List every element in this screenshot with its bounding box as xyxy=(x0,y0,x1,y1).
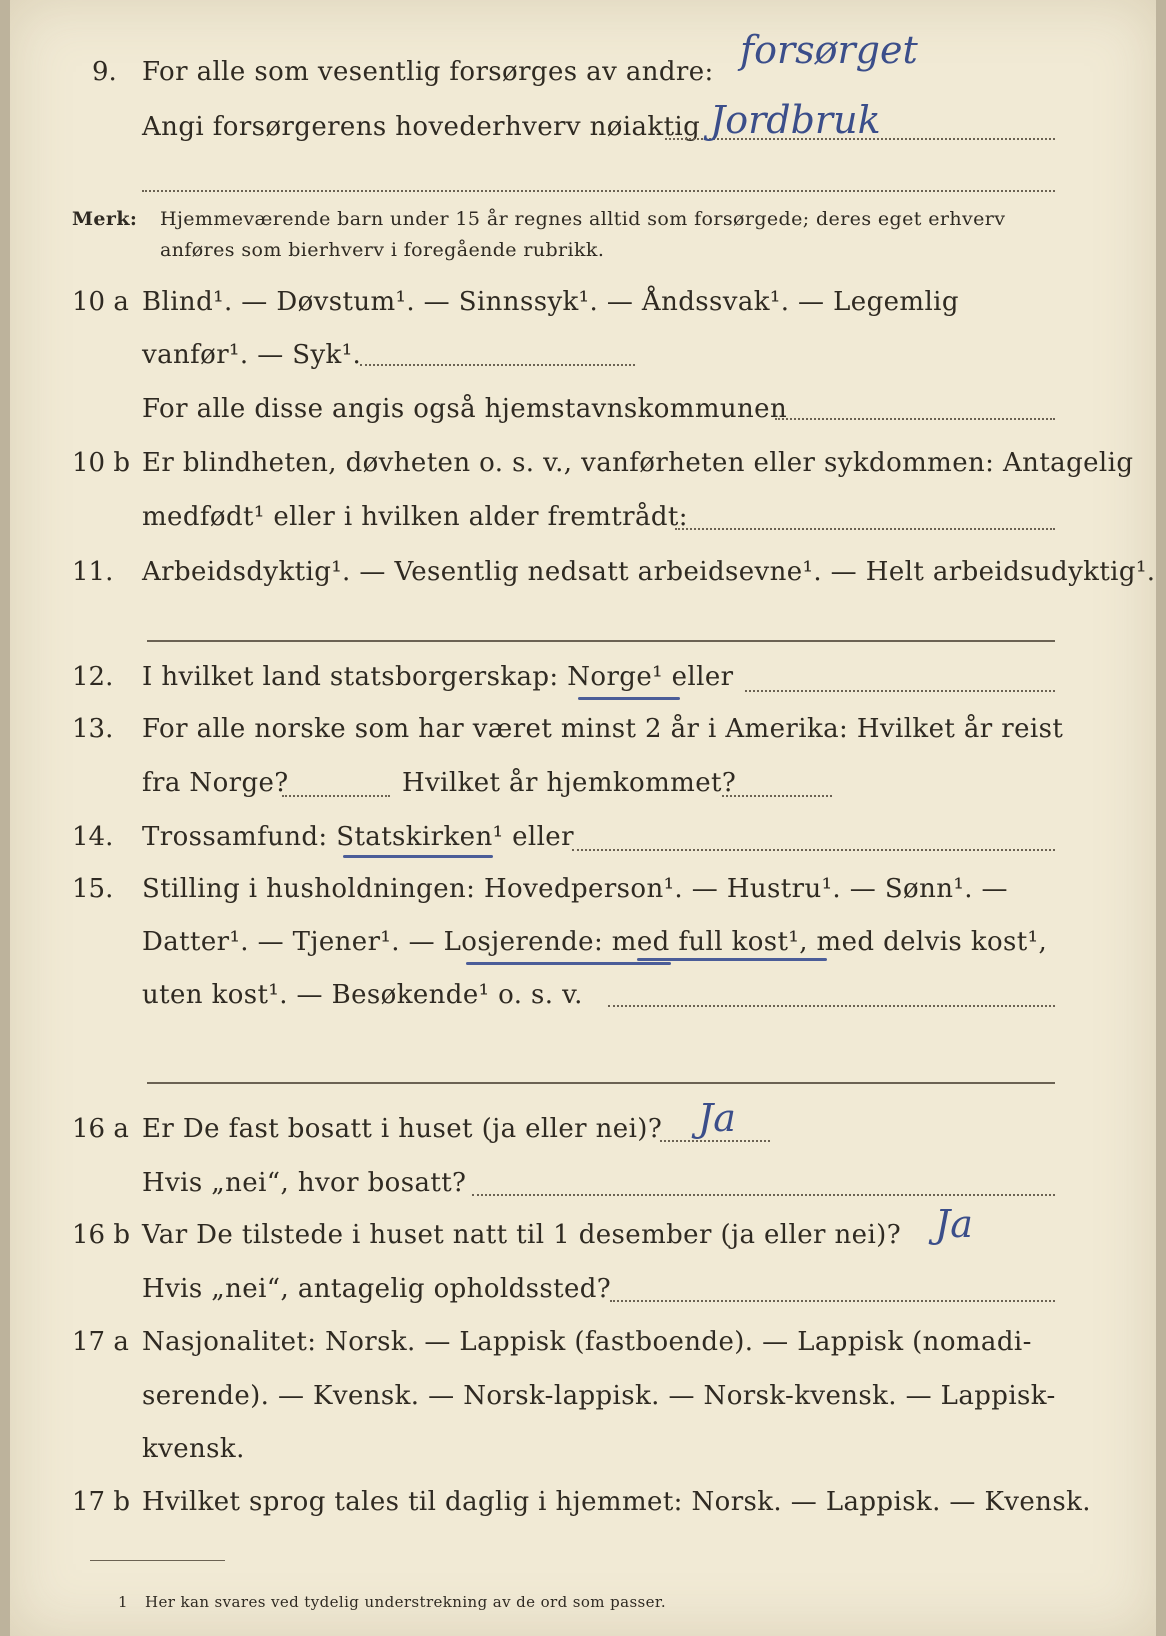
q9-extra-dotted-line xyxy=(142,190,1055,192)
q16b-text-line1: Var De tilstede i huset natt til 1 desember (ja eller nei)? xyxy=(142,1220,902,1250)
q12-number: 12. xyxy=(72,662,114,692)
q11-text-line1: Arbeidsdyktig¹. — Vesentlig nedsatt arbeidsevne¹. — Helt arbeidsudyktig¹. xyxy=(142,557,1156,587)
q15-full-kost-underline xyxy=(637,958,827,961)
footnote-text: Her kan svares ved tydelig understrekning av de ord som passer. xyxy=(145,1593,667,1611)
q13-text-line2b: Hvilket år hjemkommet? xyxy=(402,768,737,798)
q17a-number: 17 a xyxy=(72,1327,129,1357)
q10b-text-line1: Er blindheten, døvheten o. s. v., vanførheten eller sykdommen: Antagelig xyxy=(142,448,1134,478)
q15-answer-dotted-line xyxy=(608,1005,1055,1007)
q10b-answer-dotted-line xyxy=(675,528,1055,530)
q10a-number: 10 a xyxy=(72,287,129,317)
q9-text-line1: For alle som vesentlig forsørges av andre: xyxy=(142,57,714,87)
q15-number: 15. xyxy=(72,874,114,904)
q16a-handwritten-answer: Ja xyxy=(698,1096,736,1140)
merk-text-line1: Hjemmeværende barn under 15 år regnes alltid som forsørgede; deres eget erhverv xyxy=(160,208,1006,230)
q15-text-line2: Datter¹. — Tjener¹. — Losjerende: med full kost¹, med delvis kost¹, xyxy=(142,927,1048,957)
q16b-number: 16 b xyxy=(72,1220,130,1250)
q17a-text-line1: Nasjonalitet: Norsk. — Lappisk (fastboende). — Lappisk (nomadi- xyxy=(142,1327,1032,1357)
q9-text-line2: Angi forsørgerens hovederhverv nøiaktig xyxy=(142,112,701,142)
q16b-text-line2: Hvis „nei“, antagelig opholdssted? xyxy=(142,1274,612,1304)
census-form-page xyxy=(10,0,1156,1636)
q13-text-line1: For alle norske som har været minst 2 år i Amerika: Hvilket år reist xyxy=(142,714,1064,744)
footnote-rule xyxy=(90,1560,225,1561)
footnote-mark: 1 xyxy=(118,1593,128,1611)
q12-answer-dotted-line xyxy=(745,690,1055,692)
q14-number: 14. xyxy=(72,822,114,852)
q9-handwritten-answer2: Jordbruk xyxy=(710,98,881,142)
q10a-text-line3: For alle disse angis også hjemstavnskommunen xyxy=(142,394,788,424)
q12-norge-underline xyxy=(578,697,680,700)
q15-text-line3: uten kost¹. — Besøkende¹ o. s. v. xyxy=(142,980,583,1010)
q15-losjerende-underline xyxy=(466,962,671,965)
q16a-text-line1: Er De fast bosatt i huset (ja eller nei)? xyxy=(142,1114,663,1144)
q9-handwritten-answer1: forsørget xyxy=(740,28,918,72)
q12-text-line1: I hvilket land statsborgerskap: Norge¹ eller xyxy=(142,662,734,692)
q10a-hometown-dotted-line xyxy=(775,418,1055,420)
merk-label: Merk: xyxy=(72,208,138,230)
q16a-number: 16 a xyxy=(72,1114,129,1144)
q17a-text-line2: serende). — Kvensk. — Norsk-lappisk. — Norsk-kvensk. — Lappisk- xyxy=(142,1381,1056,1411)
q17a-text-line3: kvensk. xyxy=(142,1434,245,1464)
q13-return-dotted-line xyxy=(722,795,832,797)
q16b-handwritten-answer: Ja xyxy=(935,1202,973,1246)
section-divider-2 xyxy=(147,1082,1055,1084)
q14-answer-dotted-line xyxy=(572,849,1055,851)
section-divider-1 xyxy=(147,640,1055,642)
q13-text-line2: fra Norge? xyxy=(142,768,289,798)
q14-text-line1: Trossamfund: Statskirken¹ eller xyxy=(142,822,574,852)
q10b-number: 10 b xyxy=(72,448,130,478)
q10b-text-line2: medfødt¹ eller i hvilken alder fremtrådt: xyxy=(142,502,688,532)
q17b-number: 17 b xyxy=(72,1487,130,1517)
q9-number: 9. xyxy=(92,57,117,87)
q16b-location-dotted-line xyxy=(610,1300,1055,1302)
q17b-text-line1: Hvilket sprog tales til daglig i hjemmet: Norsk. — Lappisk. — Kvensk. xyxy=(142,1487,1091,1517)
q15-text-line1: Stilling i husholdningen: Hovedperson¹. — Hustru¹. — Sønn¹. — xyxy=(142,874,1008,904)
q16a-answer-dotted-line xyxy=(660,1140,770,1142)
q16a-text-line2: Hvis „nei“, hvor bosatt? xyxy=(142,1168,467,1198)
q13-departure-dotted-line xyxy=(282,795,390,797)
q11-number: 11. xyxy=(72,557,114,587)
q16a-residence-dotted-line xyxy=(472,1194,1055,1196)
q10a-answer-dotted-line xyxy=(360,364,635,366)
q10a-text-line1: Blind¹. — Døvstum¹. — Sinnssyk¹. — Åndssvak¹. — Legemlig xyxy=(142,287,959,317)
q14-statskirken-underline xyxy=(343,855,493,858)
merk-text-line2: anføres som bierhverv i foregående rubrikk. xyxy=(160,239,605,261)
q13-number: 13. xyxy=(72,714,114,744)
q10a-text-line2: vanfør¹. — Syk¹. xyxy=(142,340,362,370)
